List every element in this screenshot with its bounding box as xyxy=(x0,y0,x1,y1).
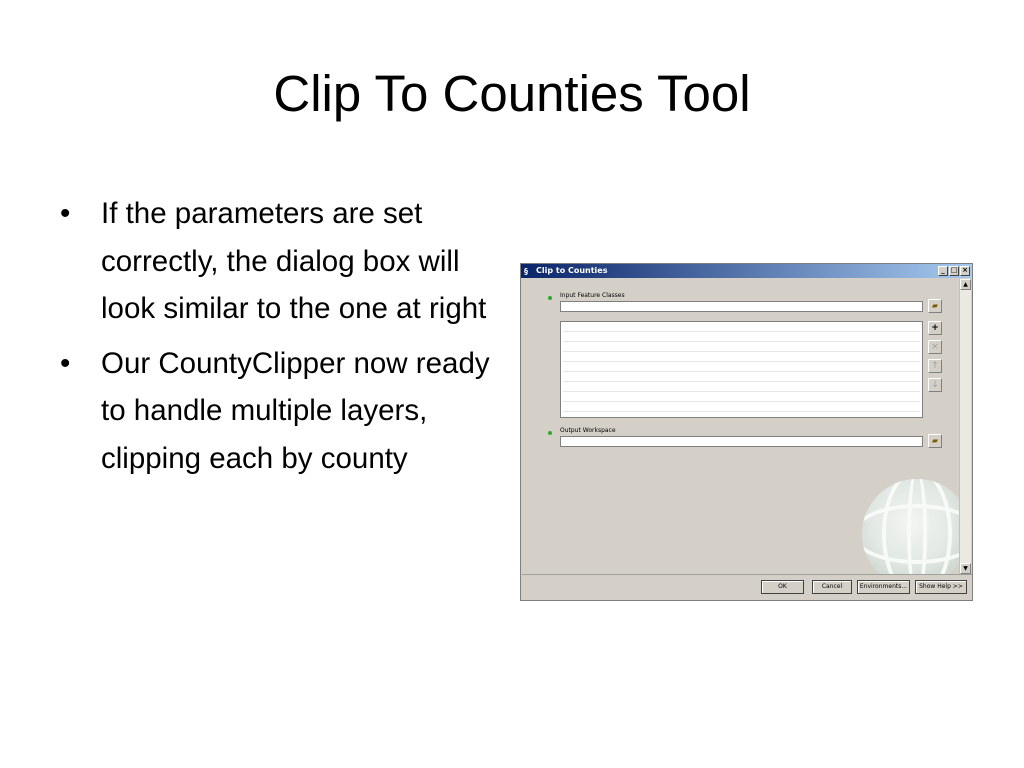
move-down-button[interactable]: ↓ xyxy=(928,378,942,392)
browse-output-folder-icon[interactable]: ▰ xyxy=(928,434,942,448)
ok-button[interactable]: OK xyxy=(761,580,804,594)
move-up-button[interactable]: ↑ xyxy=(928,359,942,373)
globe-watermark-icon xyxy=(862,479,972,589)
dialog-titlebar[interactable] xyxy=(521,264,972,278)
show-help-button[interactable]: Show Help >> xyxy=(915,580,967,594)
required-dot-icon xyxy=(548,431,552,435)
bullet-dot-icon: • xyxy=(60,346,71,380)
dialog-title: Clip to Counties xyxy=(536,266,608,275)
input-feature-classes-field[interactable] xyxy=(560,301,923,312)
browse-input-folder-icon[interactable]: ▰ xyxy=(928,299,942,313)
bullet-text: If the parameters are set correctly, the dialog box will look similar to the one at right xyxy=(101,197,487,325)
clip-to-counties-dialog xyxy=(520,263,973,601)
required-dot-icon xyxy=(548,296,552,300)
bullet-item xyxy=(60,190,490,333)
minimize-button[interactable]: _ xyxy=(938,266,948,276)
input-feature-classes-list[interactable] xyxy=(560,321,923,418)
output-workspace-label: Output Workspace xyxy=(560,427,616,434)
close-button[interactable]: × xyxy=(960,266,970,276)
slide-title: Clip To Counties Tool xyxy=(273,65,751,122)
dialog-client-area xyxy=(522,279,960,574)
bullet-dot-icon: • xyxy=(60,197,71,230)
bullet-list xyxy=(60,190,490,489)
input-feature-classes-label: Input Feature Classes xyxy=(560,292,625,299)
scroll-down-arrow-icon[interactable]: ▼ xyxy=(960,563,971,574)
output-workspace-field[interactable] xyxy=(560,436,923,447)
script-tool-icon: § xyxy=(524,267,528,276)
vertical-scrollbar[interactable] xyxy=(959,279,971,574)
environments-button[interactable]: Environments... xyxy=(857,580,910,594)
bullet-text: Our CountyClipper now ready to handle multiple layers, clipping each by county xyxy=(101,346,490,475)
window-buttons xyxy=(938,266,970,276)
bullet-item xyxy=(60,340,490,483)
dialog-footer xyxy=(522,574,972,600)
remove-row-button[interactable]: × xyxy=(928,340,942,354)
add-row-button[interactable]: + xyxy=(928,321,942,335)
cancel-button[interactable]: Cancel xyxy=(812,580,852,594)
maximize-button[interactable]: □ xyxy=(950,266,958,274)
scroll-up-arrow-icon[interactable]: ▲ xyxy=(960,279,971,290)
